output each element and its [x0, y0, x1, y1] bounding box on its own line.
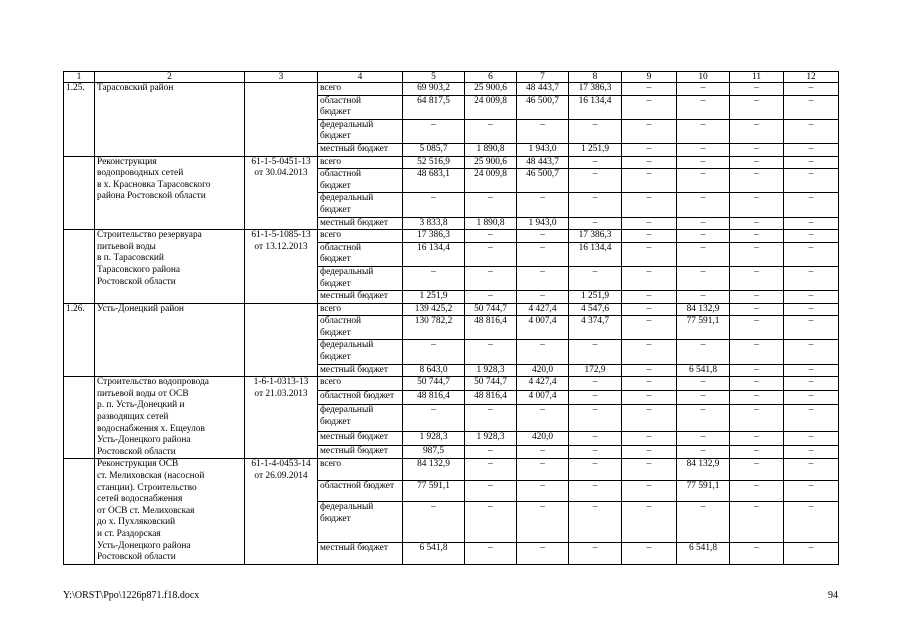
budget-table: [63, 71, 839, 565]
amount-cell: 48 683,1: [403, 169, 465, 193]
object-name: Строительство водопровода питьевой воды от ОСВ р. п. Усть-Донецкий и разводящих сетей водоснабжения х. Ещеулов Усть-Донецкого района Ростовской области: [95, 377, 245, 459]
permit-number: [245, 303, 318, 377]
amount-cell: –: [622, 143, 677, 156]
amount-cell: 64 817,5: [403, 95, 465, 119]
column-number: 5: [403, 72, 465, 83]
amount-cell: –: [622, 364, 677, 377]
funding-source: местный бюджет: [318, 143, 403, 156]
amount-cell: –: [730, 119, 784, 143]
amount-cell: –: [569, 119, 622, 143]
object-name: Тарасовский район: [95, 83, 245, 157]
amount-cell: –: [517, 459, 569, 480]
funding-source: федеральный бюджет: [318, 405, 403, 432]
amount-cell: –: [622, 391, 677, 405]
footer-page-number: 94: [828, 590, 838, 601]
funding-source: местный бюджет: [318, 217, 403, 230]
amount-cell: –: [517, 502, 569, 543]
table-row: [64, 459, 839, 480]
item-number: [64, 230, 95, 304]
amount-cell: 48 816,4: [465, 316, 517, 340]
column-number: 3: [245, 72, 318, 83]
funding-source: областной бюджет: [318, 169, 403, 193]
amount-cell: –: [465, 119, 517, 143]
amount-cell: –: [784, 303, 839, 316]
amount-cell: –: [403, 405, 465, 432]
amount-cell: –: [784, 543, 839, 564]
amount-cell: –: [784, 459, 839, 480]
amount-cell: 6 541,8: [677, 543, 730, 564]
funding-source: федеральный бюджет: [318, 266, 403, 290]
amount-cell: 8 643,0: [403, 364, 465, 377]
amount-cell: –: [730, 377, 784, 391]
amount-cell: –: [784, 431, 839, 445]
amount-cell: 16 134,4: [569, 95, 622, 119]
item-number: 1.26.: [64, 303, 95, 377]
amount-cell: –: [677, 193, 730, 217]
permit-number: 1-6-1-0313-13 от 21.03.2013: [245, 377, 318, 459]
amount-cell: –: [730, 405, 784, 432]
amount-cell: 48 443,7: [517, 83, 569, 96]
amount-cell: –: [730, 95, 784, 119]
amount-cell: –: [677, 156, 730, 169]
amount-cell: –: [622, 242, 677, 266]
amount-cell: –: [784, 445, 839, 459]
amount-cell: –: [622, 377, 677, 391]
amount-cell: 77 591,1: [677, 480, 730, 501]
amount-cell: –: [465, 266, 517, 290]
amount-cell: –: [622, 431, 677, 445]
amount-cell: 48 816,4: [465, 391, 517, 405]
amount-cell: –: [730, 242, 784, 266]
item-number: [64, 459, 95, 564]
amount-cell: –: [784, 340, 839, 364]
amount-cell: –: [730, 391, 784, 405]
amount-cell: –: [730, 266, 784, 290]
funding-source: областной бюджет: [318, 242, 403, 266]
amount-cell: –: [569, 459, 622, 480]
column-number: 10: [677, 72, 730, 83]
amount-cell: –: [622, 95, 677, 119]
amount-cell: 46 500,7: [517, 95, 569, 119]
amount-cell: –: [569, 480, 622, 501]
amount-cell: 4 427,4: [517, 377, 569, 391]
amount-cell: 48 816,4: [403, 391, 465, 405]
amount-cell: –: [677, 266, 730, 290]
item-number: [64, 156, 95, 230]
amount-cell: 1 251,9: [569, 143, 622, 156]
amount-cell: –: [784, 193, 839, 217]
column-number: 1: [64, 72, 95, 83]
amount-cell: 50 744,7: [403, 377, 465, 391]
table-row: [64, 156, 839, 169]
funding-source: областной бюджет: [318, 95, 403, 119]
amount-cell: –: [677, 377, 730, 391]
amount-cell: 24 009,8: [465, 169, 517, 193]
amount-cell: 52 516,9: [403, 156, 465, 169]
amount-cell: –: [677, 391, 730, 405]
amount-cell: –: [784, 83, 839, 96]
amount-cell: –: [677, 291, 730, 304]
table-row: [64, 230, 839, 243]
amount-cell: –: [622, 291, 677, 304]
amount-cell: –: [569, 217, 622, 230]
amount-cell: –: [677, 230, 730, 243]
column-number: 7: [517, 72, 569, 83]
amount-cell: 139 425,2: [403, 303, 465, 316]
column-number: 11: [730, 72, 784, 83]
amount-cell: –: [677, 502, 730, 543]
amount-cell: –: [403, 502, 465, 543]
amount-cell: 16 134,4: [403, 242, 465, 266]
amount-cell: 172,9: [569, 364, 622, 377]
amount-cell: 1 928,3: [465, 364, 517, 377]
amount-cell: –: [569, 543, 622, 564]
funding-source: всего: [318, 230, 403, 243]
amount-cell: –: [730, 230, 784, 243]
amount-cell: –: [517, 480, 569, 501]
amount-cell: –: [403, 119, 465, 143]
amount-cell: –: [465, 543, 517, 564]
amount-cell: –: [622, 445, 677, 459]
amount-cell: –: [784, 391, 839, 405]
amount-cell: 77 591,1: [403, 480, 465, 501]
funding-source: местный бюджет: [318, 543, 403, 564]
column-number: 8: [569, 72, 622, 83]
amount-cell: –: [622, 230, 677, 243]
column-number: 2: [95, 72, 245, 83]
amount-cell: –: [517, 266, 569, 290]
amount-cell: 1 251,9: [569, 291, 622, 304]
amount-cell: –: [730, 431, 784, 445]
amount-cell: –: [517, 119, 569, 143]
amount-cell: –: [677, 119, 730, 143]
column-number-row: [64, 72, 839, 83]
amount-cell: 4 427,4: [517, 303, 569, 316]
amount-cell: –: [784, 95, 839, 119]
amount-cell: –: [622, 459, 677, 480]
amount-cell: –: [465, 405, 517, 432]
amount-cell: –: [403, 193, 465, 217]
amount-cell: –: [465, 502, 517, 543]
amount-cell: 50 744,7: [465, 303, 517, 316]
amount-cell: –: [622, 217, 677, 230]
amount-cell: –: [784, 156, 839, 169]
amount-cell: –: [517, 291, 569, 304]
funding-source: местный бюджет: [318, 445, 403, 459]
permit-number: 61-1-5-1085-13 от 13.12.2013: [245, 230, 318, 304]
column-number: 12: [784, 72, 839, 83]
amount-cell: 4 547,6: [569, 303, 622, 316]
amount-cell: 987,5: [403, 445, 465, 459]
amount-cell: –: [465, 480, 517, 501]
amount-cell: 4 007,4: [517, 391, 569, 405]
amount-cell: –: [784, 377, 839, 391]
amount-cell: –: [622, 156, 677, 169]
amount-cell: 17 386,3: [569, 230, 622, 243]
amount-cell: –: [622, 303, 677, 316]
amount-cell: –: [622, 502, 677, 543]
amount-cell: –: [730, 217, 784, 230]
permit-number: 61-1-4-0453-14 от 26.09.2014: [245, 459, 318, 564]
amount-cell: –: [730, 445, 784, 459]
amount-cell: –: [517, 405, 569, 432]
permit-number: [245, 83, 318, 157]
amount-cell: –: [784, 242, 839, 266]
amount-cell: –: [622, 480, 677, 501]
amount-cell: –: [569, 340, 622, 364]
footer-file-path: Y:\ORST\Ppo\1226p871.f18.docx: [63, 590, 200, 601]
amount-cell: 6 541,8: [677, 364, 730, 377]
amount-cell: 420,0: [517, 364, 569, 377]
item-number: 1.25.: [64, 83, 95, 157]
amount-cell: 25 900,6: [465, 83, 517, 96]
amount-cell: 5 085,7: [403, 143, 465, 156]
column-number: 4: [318, 72, 403, 83]
amount-cell: –: [403, 266, 465, 290]
amount-cell: 1 890,8: [465, 217, 517, 230]
amount-cell: –: [465, 445, 517, 459]
funding-source: местный бюджет: [318, 291, 403, 304]
amount-cell: –: [784, 316, 839, 340]
amount-cell: –: [784, 291, 839, 304]
amount-cell: 17 386,3: [403, 230, 465, 243]
amount-cell: –: [677, 242, 730, 266]
item-number: [64, 377, 95, 459]
amount-cell: 1 928,3: [465, 431, 517, 445]
amount-cell: –: [784, 143, 839, 156]
amount-cell: 420,0: [517, 431, 569, 445]
amount-cell: 84 132,9: [403, 459, 465, 480]
amount-cell: –: [622, 405, 677, 432]
amount-cell: –: [517, 242, 569, 266]
amount-cell: –: [730, 169, 784, 193]
object-name: Реконструкция водопроводных сетей в х. Красновка Тарасовского района Ростовской области: [95, 156, 245, 230]
amount-cell: 3 833,8: [403, 217, 465, 230]
amount-cell: –: [677, 95, 730, 119]
amount-cell: –: [569, 377, 622, 391]
amount-cell: –: [569, 405, 622, 432]
funding-source: федеральный бюджет: [318, 340, 403, 364]
amount-cell: –: [465, 291, 517, 304]
funding-source: местный бюджет: [318, 431, 403, 445]
amount-cell: –: [784, 217, 839, 230]
permit-number: 61-1-5-0451-13 от 30.04.2013: [245, 156, 318, 230]
funding-source: всего: [318, 83, 403, 96]
amount-cell: 1 943,0: [517, 143, 569, 156]
amount-cell: –: [622, 543, 677, 564]
amount-cell: –: [730, 291, 784, 304]
amount-cell: –: [677, 431, 730, 445]
amount-cell: –: [517, 230, 569, 243]
amount-cell: –: [677, 445, 730, 459]
amount-cell: –: [784, 169, 839, 193]
amount-cell: 1 890,8: [465, 143, 517, 156]
amount-cell: 16 134,4: [569, 242, 622, 266]
amount-cell: 4 374,7: [569, 316, 622, 340]
table-row: [64, 83, 839, 96]
amount-cell: –: [784, 364, 839, 377]
amount-cell: –: [569, 391, 622, 405]
amount-cell: –: [677, 83, 730, 96]
amount-cell: 25 900,6: [465, 156, 517, 169]
amount-cell: 84 132,9: [677, 303, 730, 316]
amount-cell: –: [517, 193, 569, 217]
amount-cell: –: [517, 543, 569, 564]
amount-cell: –: [569, 266, 622, 290]
amount-cell: –: [569, 193, 622, 217]
amount-cell: –: [784, 502, 839, 543]
amount-cell: –: [622, 193, 677, 217]
funding-source: федеральный бюджет: [318, 119, 403, 143]
funding-source: всего: [318, 377, 403, 391]
table-row: [64, 377, 839, 391]
amount-cell: 6 541,8: [403, 543, 465, 564]
amount-cell: –: [730, 303, 784, 316]
amount-cell: –: [730, 83, 784, 96]
funding-source: федеральный бюджет: [318, 502, 403, 543]
amount-cell: –: [517, 445, 569, 459]
amount-cell: –: [730, 340, 784, 364]
funding-source: федеральный бюджет: [318, 193, 403, 217]
amount-cell: –: [784, 119, 839, 143]
amount-cell: –: [784, 405, 839, 432]
amount-cell: 4 007,4: [517, 316, 569, 340]
amount-cell: –: [784, 230, 839, 243]
amount-cell: –: [677, 405, 730, 432]
amount-cell: –: [622, 316, 677, 340]
amount-cell: 50 744,7: [465, 377, 517, 391]
amount-cell: –: [569, 169, 622, 193]
amount-cell: –: [730, 316, 784, 340]
amount-cell: –: [677, 169, 730, 193]
amount-cell: 69 903,2: [403, 83, 465, 96]
amount-cell: –: [465, 459, 517, 480]
object-name: Усть-Донецкий район: [95, 303, 245, 377]
amount-cell: –: [403, 340, 465, 364]
amount-cell: –: [622, 340, 677, 364]
amount-cell: –: [730, 543, 784, 564]
amount-cell: 77 591,1: [677, 316, 730, 340]
funding-source: областной бюджет: [318, 316, 403, 340]
amount-cell: –: [730, 143, 784, 156]
object-name: Строительство резервуара питьевой воды в п. Тарасовский Тарасовского района Ростовской области: [95, 230, 245, 304]
amount-cell: –: [517, 340, 569, 364]
amount-cell: –: [730, 480, 784, 501]
amount-cell: –: [465, 242, 517, 266]
amount-cell: –: [622, 266, 677, 290]
amount-cell: –: [569, 502, 622, 543]
amount-cell: –: [730, 193, 784, 217]
amount-cell: –: [465, 340, 517, 364]
amount-cell: 24 009,8: [465, 95, 517, 119]
funding-source: областной бюджет: [318, 391, 403, 405]
amount-cell: –: [730, 364, 784, 377]
amount-cell: –: [569, 156, 622, 169]
amount-cell: –: [622, 83, 677, 96]
amount-cell: –: [622, 119, 677, 143]
amount-cell: –: [677, 340, 730, 364]
amount-cell: –: [784, 266, 839, 290]
table-row: [64, 303, 839, 316]
funding-source: всего: [318, 459, 403, 480]
amount-cell: 17 386,3: [569, 83, 622, 96]
amount-cell: –: [677, 143, 730, 156]
amount-cell: –: [569, 445, 622, 459]
amount-cell: 1 928,3: [403, 431, 465, 445]
amount-cell: –: [465, 230, 517, 243]
amount-cell: –: [730, 156, 784, 169]
amount-cell: 46 500,7: [517, 169, 569, 193]
funding-source: областной бюджет: [318, 480, 403, 501]
amount-cell: 130 782,2: [403, 316, 465, 340]
column-number: 9: [622, 72, 677, 83]
object-name: Реконструкция ОСВ ст. Мелиховская (насосной станции). Строительство сетей водоснабжения от ОСВ ст. Мелиховская до х. Пухляковский и ст. Раздорская Усть-Донецкого района Ростовской области: [95, 459, 245, 564]
amount-cell: –: [569, 431, 622, 445]
amount-cell: –: [465, 193, 517, 217]
column-number: 6: [465, 72, 517, 83]
amount-cell: –: [730, 502, 784, 543]
amount-cell: –: [622, 169, 677, 193]
amount-cell: –: [784, 480, 839, 501]
amount-cell: 1 943,0: [517, 217, 569, 230]
funding-source: местный бюджет: [318, 364, 403, 377]
amount-cell: 84 132,9: [677, 459, 730, 480]
funding-source: всего: [318, 303, 403, 316]
amount-cell: –: [730, 459, 784, 480]
amount-cell: 48 443,7: [517, 156, 569, 169]
amount-cell: 1 251,9: [403, 291, 465, 304]
amount-cell: –: [677, 217, 730, 230]
funding-source: всего: [318, 156, 403, 169]
